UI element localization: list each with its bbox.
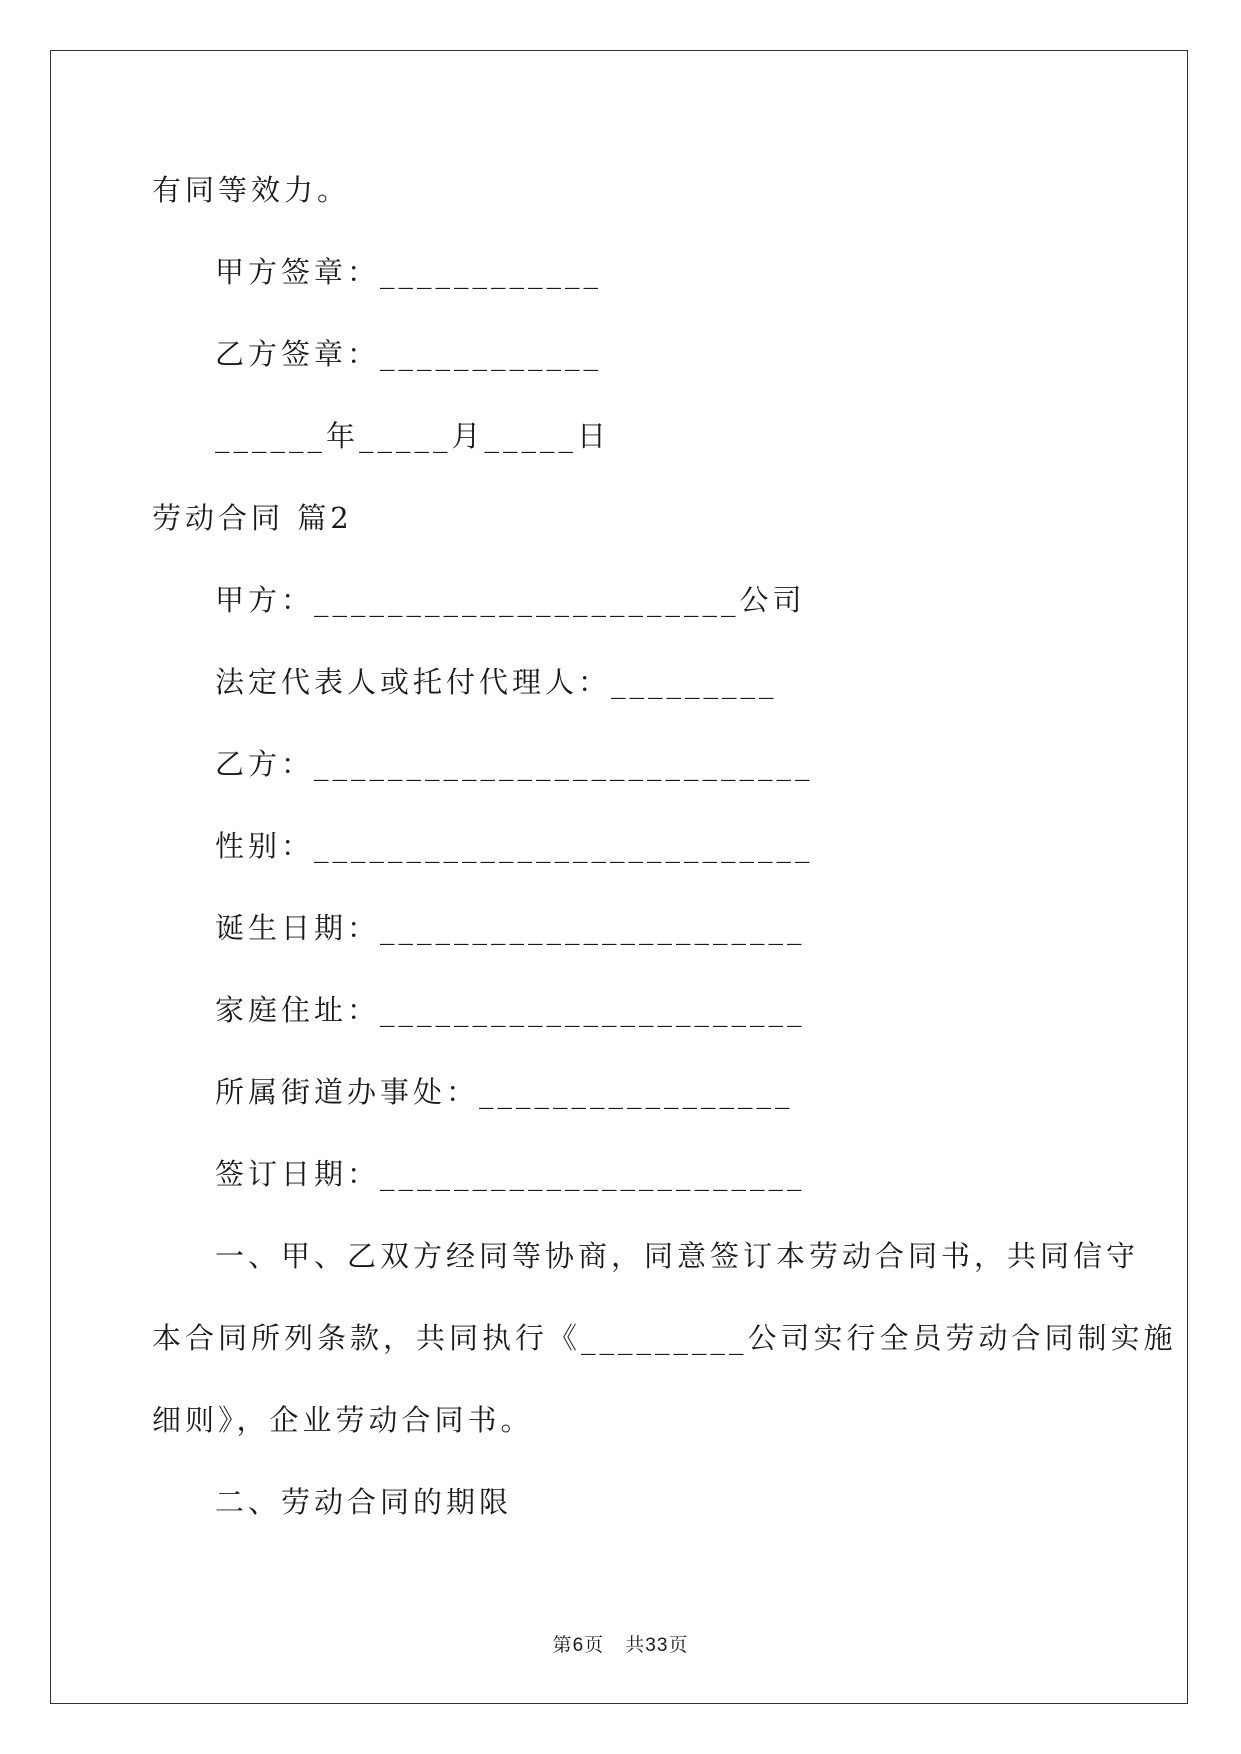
party-b-signature-line: 乙方签章：____________ bbox=[215, 337, 603, 371]
clause-two-heading: 二、劳动合同的期限 bbox=[215, 1485, 513, 1519]
party-b-field: 乙方：___________________________ bbox=[215, 747, 814, 781]
clause-one-line-2: 本合同所列条款，共同执行《_________公司实行全员劳动合同制实施 bbox=[152, 1321, 1177, 1355]
party-a-field: 甲方：_______________________公司 bbox=[215, 583, 806, 617]
gender-field: 性别：___________________________ bbox=[215, 829, 814, 863]
page-label-suffix: 页 bbox=[584, 1634, 605, 1656]
section-heading: 劳动合同 篇2 bbox=[152, 501, 353, 535]
representative-field: 法定代表人或托付代理人：_________ bbox=[215, 665, 778, 699]
total-pages: 33 bbox=[645, 1635, 669, 1656]
street-office-field: 所属街道办事处：_________________ bbox=[215, 1075, 794, 1109]
page-border bbox=[50, 50, 1188, 1704]
birth-date-field: 诞生日期：_______________________ bbox=[215, 911, 806, 945]
signing-date-field: 签订日期：_______________________ bbox=[215, 1157, 806, 1191]
page-footer bbox=[0, 1630, 1241, 1657]
total-suffix: 页 bbox=[668, 1634, 689, 1656]
clause-one-line-1: 一、甲、乙双方经同等协商，同意签订本劳动合同书，共同信守 bbox=[215, 1239, 1140, 1273]
party-a-signature-line: 甲方签章：____________ bbox=[215, 255, 603, 289]
date-line: ______年_____月_____日 bbox=[215, 419, 611, 453]
page-number: 6 bbox=[572, 1635, 585, 1656]
text-line: 有同等效力。 bbox=[152, 173, 351, 207]
page-label-prefix: 第 bbox=[552, 1634, 573, 1656]
total-prefix: 共 bbox=[625, 1634, 646, 1656]
home-address-field: 家庭住址：_______________________ bbox=[215, 993, 806, 1027]
clause-one-line-3: 细则》，企业劳动合同书。 bbox=[152, 1403, 534, 1437]
